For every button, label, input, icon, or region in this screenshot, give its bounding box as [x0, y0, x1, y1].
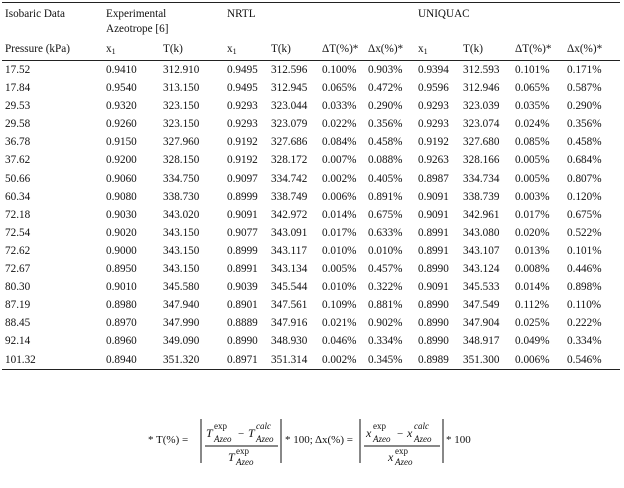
cell-nrtl-dt: 0.007% — [322, 154, 357, 167]
cell-nrtl-tk: 342.972 — [271, 208, 308, 221]
cell-exp-tk: 327.960 — [163, 136, 200, 149]
cell-nrtl-tk: 312.596 — [271, 64, 308, 76]
table-row — [2, 296, 620, 314]
cell-uniquac-dx: 0.110% — [567, 299, 602, 312]
cell-nrtl-x1: 0.9192 — [227, 154, 258, 167]
cell-pressure: 72.67 — [5, 263, 31, 276]
cell-nrtl-x1: 0.9293 — [227, 100, 258, 113]
cell-uniquac-dt: 0.065% — [515, 82, 550, 95]
cell-nrtl-x1: 0.8889 — [227, 317, 258, 330]
cell-uniquac-x1: 0.8989 — [418, 353, 449, 366]
svg-text:exp: exp — [236, 446, 249, 456]
table-row — [2, 79, 620, 97]
cell-nrtl-dx: 0.457% — [368, 263, 403, 276]
svg-text:Azeo: Azeo — [395, 457, 413, 467]
cell-nrtl-dt: 0.021% — [322, 317, 357, 330]
cell-nrtl-tk: 323.079 — [271, 118, 308, 131]
cell-pressure: 92.14 — [5, 335, 31, 348]
cell-nrtl-tk: 312.945 — [271, 82, 308, 95]
cell-uniquac-dt: 0.101% — [515, 64, 550, 76]
cell-pressure: 80.30 — [5, 281, 31, 294]
uniquac-header: UNIQUAC — [418, 8, 470, 20]
table-row — [2, 278, 620, 296]
azeotrope-comparison-table — [2, 2, 620, 370]
cell-uniquac-tk: 334.734 — [463, 172, 500, 185]
cell-exp-x1: 0.8950 — [106, 263, 137, 276]
group-header-row — [2, 3, 620, 40]
cell-exp-tk: 345.580 — [163, 281, 200, 294]
cell-exp-x1: 0.8980 — [106, 299, 137, 312]
cell-uniquac-dx: 0.675% — [567, 208, 602, 221]
cell-nrtl-dt: 0.010% — [322, 281, 357, 294]
cell-nrtl-tk: 334.742 — [271, 172, 308, 185]
cell-uniquac-tk: 312.593 — [463, 64, 500, 76]
cell-nrtl-dt: 0.065% — [322, 82, 357, 95]
isobaric-data-header: Isobaric Data — [5, 8, 65, 20]
cell-nrtl-dx: 0.088% — [368, 154, 403, 167]
x-numerator — [365, 421, 432, 444]
x-denominator — [387, 446, 413, 467]
cell-nrtl-dx: 0.322% — [368, 281, 403, 294]
cell-uniquac-dx: 0.222% — [567, 317, 602, 330]
cell-uniquac-dx: 0.120% — [567, 190, 602, 203]
cell-uniquac-tk: 342.961 — [463, 208, 500, 221]
cell-nrtl-dt: 0.002% — [322, 353, 357, 366]
cell-uniquac-dt: 0.017% — [515, 208, 550, 221]
cell-exp-tk: 347.990 — [163, 317, 200, 330]
cell-exp-tk: 323.150 — [163, 100, 200, 113]
cell-uniquac-dx: 0.356% — [567, 118, 602, 131]
svg-text:exp: exp — [214, 421, 227, 431]
cell-pressure: 17.52 — [5, 64, 31, 76]
cell-exp-tk: 347.940 — [163, 299, 200, 312]
svg-text:T: T — [248, 426, 255, 440]
cell-uniquac-dt: 0.025% — [515, 317, 550, 330]
table-row — [2, 97, 620, 115]
cell-uniquac-dt: 0.049% — [515, 335, 550, 348]
cell-uniquac-tk: 338.739 — [463, 190, 500, 203]
cell-nrtl-dt: 0.109% — [322, 299, 357, 312]
cell-uniquac-x1: 0.9091 — [418, 208, 449, 221]
cell-exp-x1: 0.9540 — [106, 82, 137, 95]
cell-exp-tk: 343.150 — [163, 263, 200, 276]
svg-text:T: T — [228, 450, 235, 464]
cell-uniquac-x1: 0.9293 — [418, 100, 449, 113]
svg-text:x: x — [388, 450, 394, 464]
cell-exp-x1: 0.9200 — [106, 154, 137, 167]
cell-pressure: 88.45 — [5, 317, 31, 330]
cell-exp-tk: 338.730 — [163, 190, 200, 203]
svg-text:Azeo: Azeo — [414, 434, 432, 444]
cell-nrtl-dx: 0.891% — [368, 190, 403, 203]
cell-exp-x1: 0.8940 — [106, 353, 137, 366]
cell-nrtl-dt: 0.017% — [322, 226, 357, 239]
cell-nrtl-x1: 0.8991 — [227, 263, 258, 276]
cell-exp-tk: 323.150 — [163, 118, 200, 131]
cell-nrtl-dt: 0.014% — [322, 208, 357, 221]
cell-pressure: 17.84 — [5, 82, 31, 95]
cell-uniquac-dx: 0.898% — [567, 281, 602, 294]
cell-nrtl-dx: 0.010% — [368, 244, 403, 257]
cell-uniquac-dx: 0.446% — [567, 263, 602, 276]
cell-uniquac-dx: 0.334% — [567, 335, 602, 348]
cell-nrtl-dt: 0.002% — [322, 172, 357, 185]
cell-uniquac-dx: 0.290% — [567, 100, 602, 113]
cell-uniquac-x1: 0.9263 — [418, 154, 449, 167]
table-row — [2, 332, 620, 350]
cell-nrtl-tk: 343.134 — [271, 263, 308, 276]
cell-uniquac-x1: 0.8990 — [418, 317, 449, 330]
cell-uniquac-x1: 0.9192 — [418, 136, 449, 149]
cell-uniquac-dx: 0.171% — [567, 64, 602, 76]
cell-uniquac-dt: 0.014% — [515, 281, 550, 294]
table-row — [2, 61, 620, 80]
cell-nrtl-tk: 323.044 — [271, 100, 308, 113]
cell-uniquac-x1: 0.8990 — [418, 299, 449, 312]
cell-nrtl-tk: 345.544 — [271, 281, 308, 294]
table-row — [2, 224, 620, 242]
cell-nrtl-x1: 0.8999 — [227, 190, 258, 203]
cell-nrtl-x1: 0.8999 — [227, 244, 258, 257]
cell-nrtl-dx: 0.881% — [368, 299, 403, 312]
table-row — [2, 206, 620, 224]
cell-uniquac-tk: 347.549 — [463, 299, 500, 312]
cell-pressure: 29.53 — [5, 100, 31, 113]
cell-nrtl-dx: 0.903% — [368, 64, 403, 76]
cell-exp-tk: 334.750 — [163, 172, 200, 185]
cell-pressure: 72.54 — [5, 226, 31, 239]
formula-dt-lead: * T(%) = — [148, 434, 189, 446]
cell-exp-tk: 349.090 — [163, 335, 200, 348]
cell-uniquac-dt: 0.112% — [515, 299, 550, 312]
cell-uniquac-tk: 323.074 — [463, 118, 500, 131]
cell-uniquac-x1: 0.9596 — [418, 82, 449, 95]
cell-uniquac-dx: 0.458% — [567, 136, 602, 149]
col-nrtl-x1: $x_1$ — [224, 39, 268, 61]
cell-nrtl-dx: 0.356% — [368, 118, 403, 131]
cell-uniquac-x1: 0.8990 — [418, 335, 449, 348]
cell-nrtl-x1: 0.8971 — [227, 353, 258, 366]
cell-uniquac-dx: 0.546% — [567, 353, 602, 366]
cell-nrtl-dx: 0.290% — [368, 100, 403, 113]
cell-nrtl-tk: 328.172 — [271, 154, 308, 167]
svg-text:Azeo: Azeo — [256, 434, 274, 444]
col-uniquac-tk: T(k) — [460, 39, 512, 61]
table-row — [2, 170, 620, 188]
cell-uniquac-tk: 343.107 — [463, 244, 500, 257]
table-row — [2, 133, 620, 151]
cell-uniquac-tk: 343.124 — [463, 263, 500, 276]
col-nrtl-dt: ΔT(%)* — [319, 39, 365, 61]
cell-uniquac-dt: 0.085% — [515, 136, 550, 149]
cell-uniquac-tk: 351.300 — [463, 353, 500, 366]
formula-tail: * 100 — [446, 434, 471, 446]
cell-nrtl-x1: 0.9293 — [227, 118, 258, 131]
table-row — [2, 242, 620, 260]
svg-text:T: T — [206, 426, 213, 440]
cell-pressure: 72.18 — [5, 208, 31, 221]
cell-nrtl-tk: 347.561 — [271, 299, 308, 312]
cell-pressure: 37.62 — [5, 154, 31, 167]
cell-uniquac-dx: 0.807% — [567, 172, 602, 185]
table-row — [2, 260, 620, 278]
cell-uniquac-dt: 0.035% — [515, 100, 550, 113]
t-denominator — [228, 446, 254, 467]
cell-nrtl-dx: 0.334% — [368, 335, 403, 348]
cell-pressure: 60.34 — [5, 190, 31, 203]
col-uniquac-dx: Δx(%)* — [564, 39, 620, 61]
cell-uniquac-dx: 0.587% — [567, 82, 602, 95]
cell-nrtl-x1: 0.8990 — [227, 335, 258, 348]
cell-nrtl-x1: 0.9495 — [227, 64, 258, 76]
cell-exp-x1: 0.8970 — [106, 317, 137, 330]
cell-nrtl-dx: 0.675% — [368, 208, 403, 221]
col-uniquac-dt: ΔT(%)* — [512, 39, 564, 61]
cell-pressure: 29.58 — [5, 118, 31, 131]
table-body — [2, 61, 620, 370]
cell-pressure: 87.19 — [5, 299, 31, 312]
cell-nrtl-dt: 0.100% — [322, 64, 357, 76]
cell-nrtl-dt: 0.033% — [322, 100, 357, 113]
cell-exp-tk: 343.150 — [163, 226, 200, 239]
cell-nrtl-dx: 0.472% — [368, 82, 403, 95]
cell-nrtl-dt: 0.022% — [322, 118, 357, 131]
cell-nrtl-dt: 0.005% — [322, 263, 357, 276]
col-pressure: Pressure (kPa) — [2, 39, 103, 61]
col-exp-tk: T(k) — [160, 39, 224, 61]
cell-nrtl-dx: 0.633% — [368, 226, 403, 239]
cell-nrtl-dx: 0.405% — [368, 172, 403, 185]
svg-text:−: − — [238, 428, 245, 440]
cell-exp-tk: 351.320 — [163, 353, 200, 366]
cell-exp-x1: 0.9410 — [106, 64, 137, 76]
col-nrtl-dx: Δx(%)* — [365, 39, 415, 61]
table-row — [2, 151, 620, 169]
cell-uniquac-dt: 0.020% — [515, 226, 550, 239]
cell-nrtl-tk: 351.314 — [271, 353, 308, 366]
svg-text:x: x — [407, 426, 413, 440]
cell-exp-x1: 0.9080 — [106, 190, 137, 203]
error-formula — [0, 405, 624, 477]
cell-uniquac-x1: 0.9394 — [418, 64, 449, 76]
cell-nrtl-dt: 0.046% — [322, 335, 357, 348]
svg-text:Azeo: Azeo — [236, 457, 254, 467]
cell-exp-x1: 0.9060 — [106, 172, 137, 185]
cell-nrtl-dx: 0.458% — [368, 136, 403, 149]
cell-nrtl-x1: 0.9097 — [227, 172, 258, 185]
col-exp-x1: $x_1$ — [103, 39, 160, 61]
cell-exp-x1: 0.9000 — [106, 244, 137, 257]
cell-nrtl-tk: 338.749 — [271, 190, 308, 203]
cell-uniquac-dx: 0.684% — [567, 154, 602, 167]
cell-nrtl-x1: 0.9495 — [227, 82, 258, 95]
cell-nrtl-dx: 0.345% — [368, 353, 403, 366]
cell-nrtl-x1: 0.9077 — [227, 226, 258, 239]
cell-exp-x1: 0.8960 — [106, 335, 137, 348]
cell-uniquac-dt: 0.005% — [515, 154, 550, 167]
formula-graphic — [0, 405, 624, 477]
svg-text:calc: calc — [256, 421, 271, 431]
cell-exp-x1: 0.9320 — [106, 100, 137, 113]
column-header-row — [2, 39, 620, 61]
table-row — [2, 115, 620, 133]
cell-nrtl-tk: 327.686 — [271, 136, 308, 149]
cell-exp-tk: 328.150 — [163, 154, 200, 167]
cell-exp-x1: 0.9150 — [106, 136, 137, 149]
cell-uniquac-dt: 0.003% — [515, 190, 550, 203]
cell-uniquac-dx: 0.522% — [567, 226, 602, 239]
svg-text:Azeo: Azeo — [373, 434, 391, 444]
cell-uniquac-tk: 345.533 — [463, 281, 500, 294]
cell-nrtl-tk: 347.916 — [271, 317, 308, 330]
cell-uniquac-tk: 328.166 — [463, 154, 500, 167]
t-numerator — [206, 421, 274, 444]
cell-nrtl-tk: 343.091 — [271, 226, 308, 239]
cell-pressure: 36.78 — [5, 136, 31, 149]
svg-text:x: x — [366, 426, 372, 440]
cell-uniquac-x1: 0.8990 — [418, 263, 449, 276]
svg-text:exp: exp — [395, 446, 408, 456]
cell-nrtl-dx: 0.902% — [368, 317, 403, 330]
cell-pressure: 101.32 — [5, 353, 36, 366]
cell-nrtl-dt: 0.084% — [322, 136, 357, 149]
cell-nrtl-tk: 348.930 — [271, 335, 308, 348]
cell-uniquac-x1: 0.9091 — [418, 190, 449, 203]
col-nrtl-tk: T(k) — [268, 39, 319, 61]
cell-exp-tk: 343.150 — [163, 244, 200, 257]
cell-nrtl-dt: 0.010% — [322, 244, 357, 257]
cell-nrtl-x1: 0.9091 — [227, 208, 258, 221]
cell-uniquac-x1: 0.8991 — [418, 226, 449, 239]
cell-nrtl-x1: 0.9039 — [227, 281, 258, 294]
svg-text:exp: exp — [373, 421, 386, 431]
cell-uniquac-tk: 323.039 — [463, 100, 500, 113]
cell-exp-x1: 0.9010 — [106, 281, 137, 294]
cell-exp-tk: 312.910 — [163, 64, 200, 76]
cell-nrtl-dt: 0.006% — [322, 190, 357, 203]
cell-exp-x1: 0.9020 — [106, 226, 137, 239]
table-row — [2, 314, 620, 332]
cell-uniquac-dt: 0.006% — [515, 353, 550, 366]
cell-exp-tk: 343.020 — [163, 208, 200, 221]
svg-text:calc: calc — [414, 421, 429, 431]
cell-exp-x1: 0.9030 — [106, 208, 137, 221]
experimental-azeotrope-header: Experimental Azeotrope [6] — [106, 8, 169, 35]
cell-uniquac-dt: 0.024% — [515, 118, 550, 131]
cell-uniquac-x1: 0.8991 — [418, 244, 449, 257]
cell-uniquac-dt: 0.008% — [515, 263, 550, 276]
cell-uniquac-tk: 312.946 — [463, 82, 500, 95]
cell-uniquac-dt: 0.013% — [515, 244, 550, 257]
cell-exp-x1: 0.9260 — [106, 118, 137, 131]
formula-dx-lead: * 100; Δx(%) = — [285, 434, 353, 446]
col-uniquac-x1: $x_1$ — [415, 39, 460, 61]
svg-text:−: − — [397, 428, 404, 440]
table-row — [2, 351, 620, 370]
cell-pressure: 72.62 — [5, 244, 31, 257]
table-row — [2, 188, 620, 206]
svg-text:Azeo: Azeo — [214, 434, 232, 444]
cell-uniquac-x1: 0.8987 — [418, 172, 449, 185]
cell-pressure: 50.66 — [5, 172, 31, 185]
cell-uniquac-tk: 327.680 — [463, 136, 500, 149]
cell-uniquac-x1: 0.9293 — [418, 118, 449, 131]
cell-nrtl-x1: 0.8901 — [227, 299, 258, 312]
cell-uniquac-x1: 0.9091 — [418, 281, 449, 294]
cell-uniquac-tk: 347.904 — [463, 317, 500, 330]
cell-nrtl-x1: 0.9192 — [227, 136, 258, 149]
cell-nrtl-tk: 343.117 — [271, 244, 307, 257]
cell-uniquac-dx: 0.101% — [567, 244, 602, 257]
nrtl-header: NRTL — [227, 8, 256, 20]
cell-exp-tk: 313.150 — [163, 82, 200, 95]
cell-uniquac-dt: 0.005% — [515, 172, 550, 185]
cell-uniquac-tk: 348.917 — [463, 335, 500, 348]
cell-uniquac-tk: 343.080 — [463, 226, 500, 239]
